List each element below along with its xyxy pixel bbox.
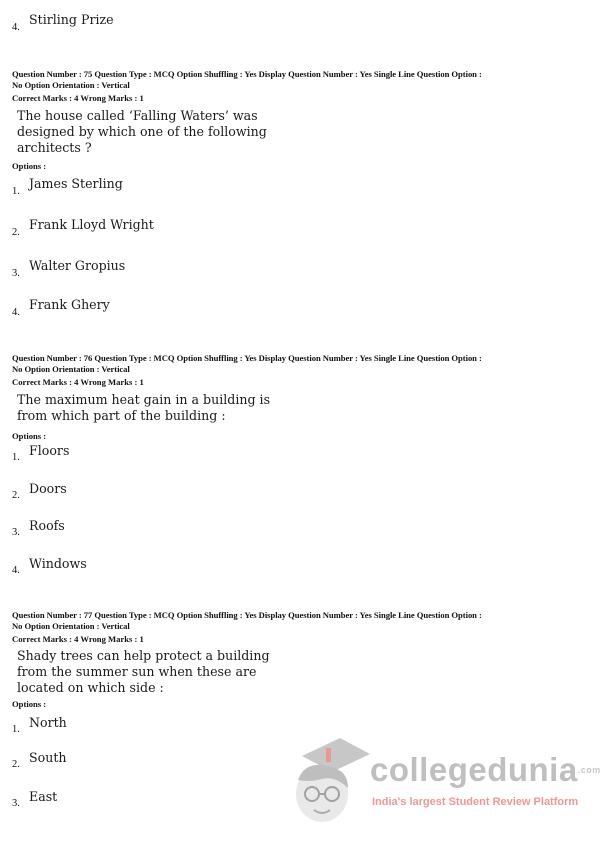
- question-meta-line: Question Number : 76 Question Type : MCQ Option Shuffling : Yes Display Question Number : Yes Single Line Question Option :: [12, 353, 482, 363]
- option-text: James Sterling: [29, 176, 123, 191]
- mascot-logo-icon: [288, 728, 368, 828]
- option-text: North: [29, 715, 67, 730]
- question-text-line: located on which side :: [17, 680, 164, 695]
- option-number: 2.: [12, 759, 20, 770]
- watermark: [288, 728, 601, 828]
- watermark-brand-name: collegedunia: [370, 751, 578, 788]
- question-text: [17, 108, 277, 156]
- option-number: 3.: [12, 268, 20, 279]
- question-text-line: designed by which one of the following: [17, 124, 267, 139]
- option-number: 3.: [12, 527, 20, 538]
- option-text: Windows: [29, 556, 87, 571]
- question-meta-line: No Option Orientation : Vertical: [12, 363, 130, 374]
- question-meta-line: No Option Orientation : Vertical: [12, 620, 130, 631]
- question-marks: Correct Marks : 4 Wrong Marks : 1: [12, 377, 144, 387]
- option-number: 2.: [12, 490, 20, 501]
- option-text: Stirling Prize: [29, 12, 114, 27]
- watermark-brand-suffix: .com: [577, 765, 601, 775]
- option-text: East: [29, 789, 58, 804]
- question-text-line: The house called ‘Falling Waters’ was: [17, 108, 258, 123]
- question-meta: [12, 610, 587, 631]
- option-text: Walter Gropius: [29, 258, 126, 273]
- option-text: Floors: [29, 443, 70, 458]
- question-text: [17, 648, 277, 696]
- question-meta-line: No Option Orientation : Vertical: [12, 79, 130, 90]
- question-meta: [12, 353, 587, 374]
- option-number: 3.: [12, 798, 20, 809]
- option-number: 4.: [12, 22, 20, 33]
- question-text-line: architects ?: [17, 140, 92, 155]
- option-text: Roofs: [29, 518, 65, 533]
- option-text: Frank Lloyd Wright: [29, 217, 154, 232]
- option-number: 1.: [12, 452, 20, 463]
- option-number: 4.: [12, 565, 20, 576]
- watermark-tagline: India's largest Student Review Platform: [372, 796, 579, 808]
- question-text: [17, 392, 277, 424]
- question-meta-line: Question Number : 75 Question Type : MCQ Option Shuffling : Yes Display Question Number : Yes Single Line Question Option :: [12, 69, 482, 79]
- options-label: Options :: [12, 161, 47, 171]
- option-text: Doors: [29, 481, 67, 496]
- options-label: Options :: [12, 699, 47, 709]
- options-label: Options :: [12, 431, 47, 441]
- question-text-line: from the summer sun when these are: [17, 664, 257, 679]
- option-text: South: [29, 750, 67, 765]
- option-number: 2.: [12, 227, 20, 238]
- watermark-brand: [370, 750, 601, 790]
- question-text-line: from which part of the building :: [17, 408, 226, 423]
- question-meta: [12, 69, 587, 90]
- option-text: Frank Ghery: [29, 297, 110, 312]
- option-number: 1.: [12, 724, 20, 735]
- question-marks: Correct Marks : 4 Wrong Marks : 1: [12, 93, 144, 103]
- option-number: 4.: [12, 307, 20, 318]
- question-text-line: The maximum heat gain in a building is: [17, 392, 271, 407]
- option-number: 1.: [12, 186, 20, 197]
- question-text-line: Shady trees can help protect a building: [17, 648, 270, 663]
- question-marks: Correct Marks : 4 Wrong Marks : 1: [12, 634, 144, 644]
- question-meta-line: Question Number : 77 Question Type : MCQ Option Shuffling : Yes Display Question Number : Yes Single Line Question Option :: [12, 610, 482, 620]
